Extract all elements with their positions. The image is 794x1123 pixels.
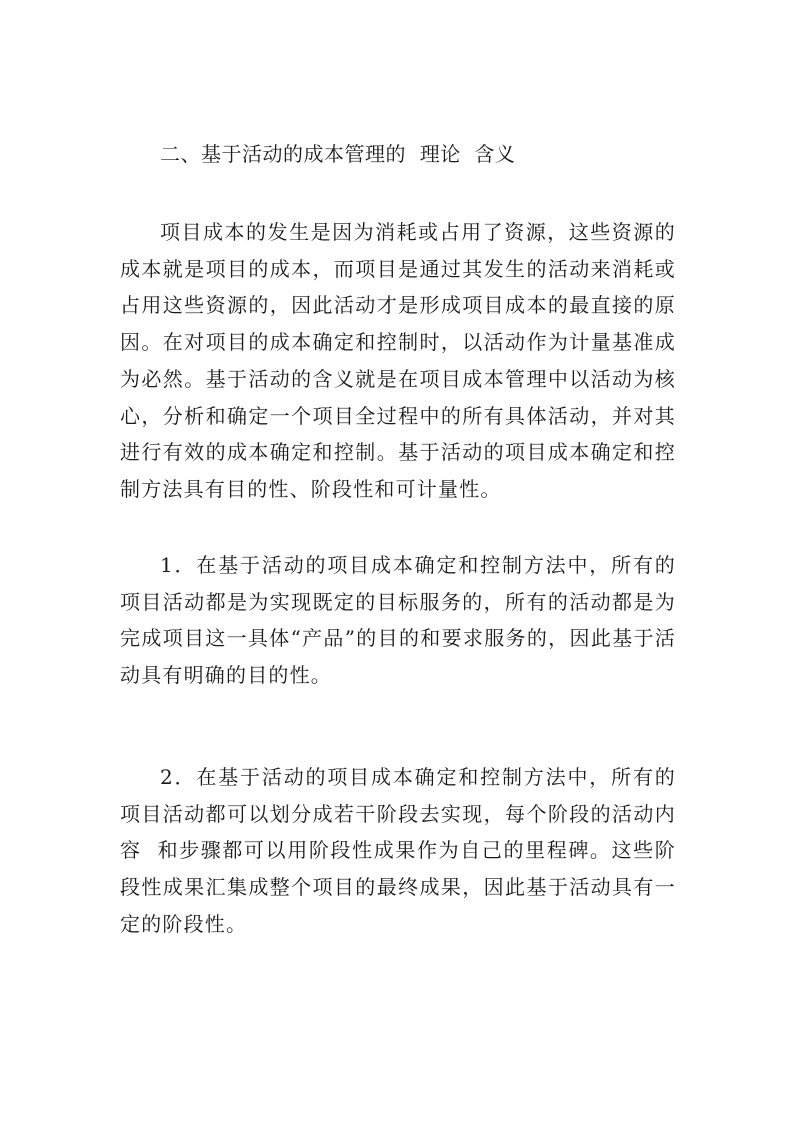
paragraph-purposefulness — [120, 547, 676, 694]
section-heading: 二、基于活动的成本管理的 理论 含义 — [160, 142, 516, 166]
paragraph-phased-nature — [120, 759, 676, 943]
paragraph-text: 项目成本的发生是因为消耗或占用了资源，这些资源的成本就是项目的成本，而项目是通过其发生的活动来消耗或占用这些资源的，因此活动才是形成项目成本的最直接的原因。在对项目的成本确定和控制时，以活动作为计量基准成为必然。基于活动的含义就是在项目成本管理中以活动为核心，分析和确定一个项目全过程中的所有具体活动，并对其进行有效的成本确定和控制。基于活动的项目成本确定和控制方法具有目的性、阶段性和可计量性。 — [120, 220, 676, 501]
paragraph-text: 1．在基于活动的项目成本确定和控制方法中，所有的项目活动都是为实现既定的目标服务的，所有的活动都是为完成项目这一具体“产品”的目的和要求服务的，因此基于活动具有明确的目的性。 — [120, 553, 676, 688]
paragraph-activity-based-definition — [120, 214, 676, 508]
paragraph-text: 2．在基于活动的项目成本确定和控制方法中，所有的项目活动都可以划分成若干阶段去实现，每个阶段的活动内容 和步骤都可以用阶段性成果作为自己的里程碑。这些阶段性成果汇集成整个项目的最终成果，因此基于活动具有一定的阶段性。 — [120, 765, 676, 936]
